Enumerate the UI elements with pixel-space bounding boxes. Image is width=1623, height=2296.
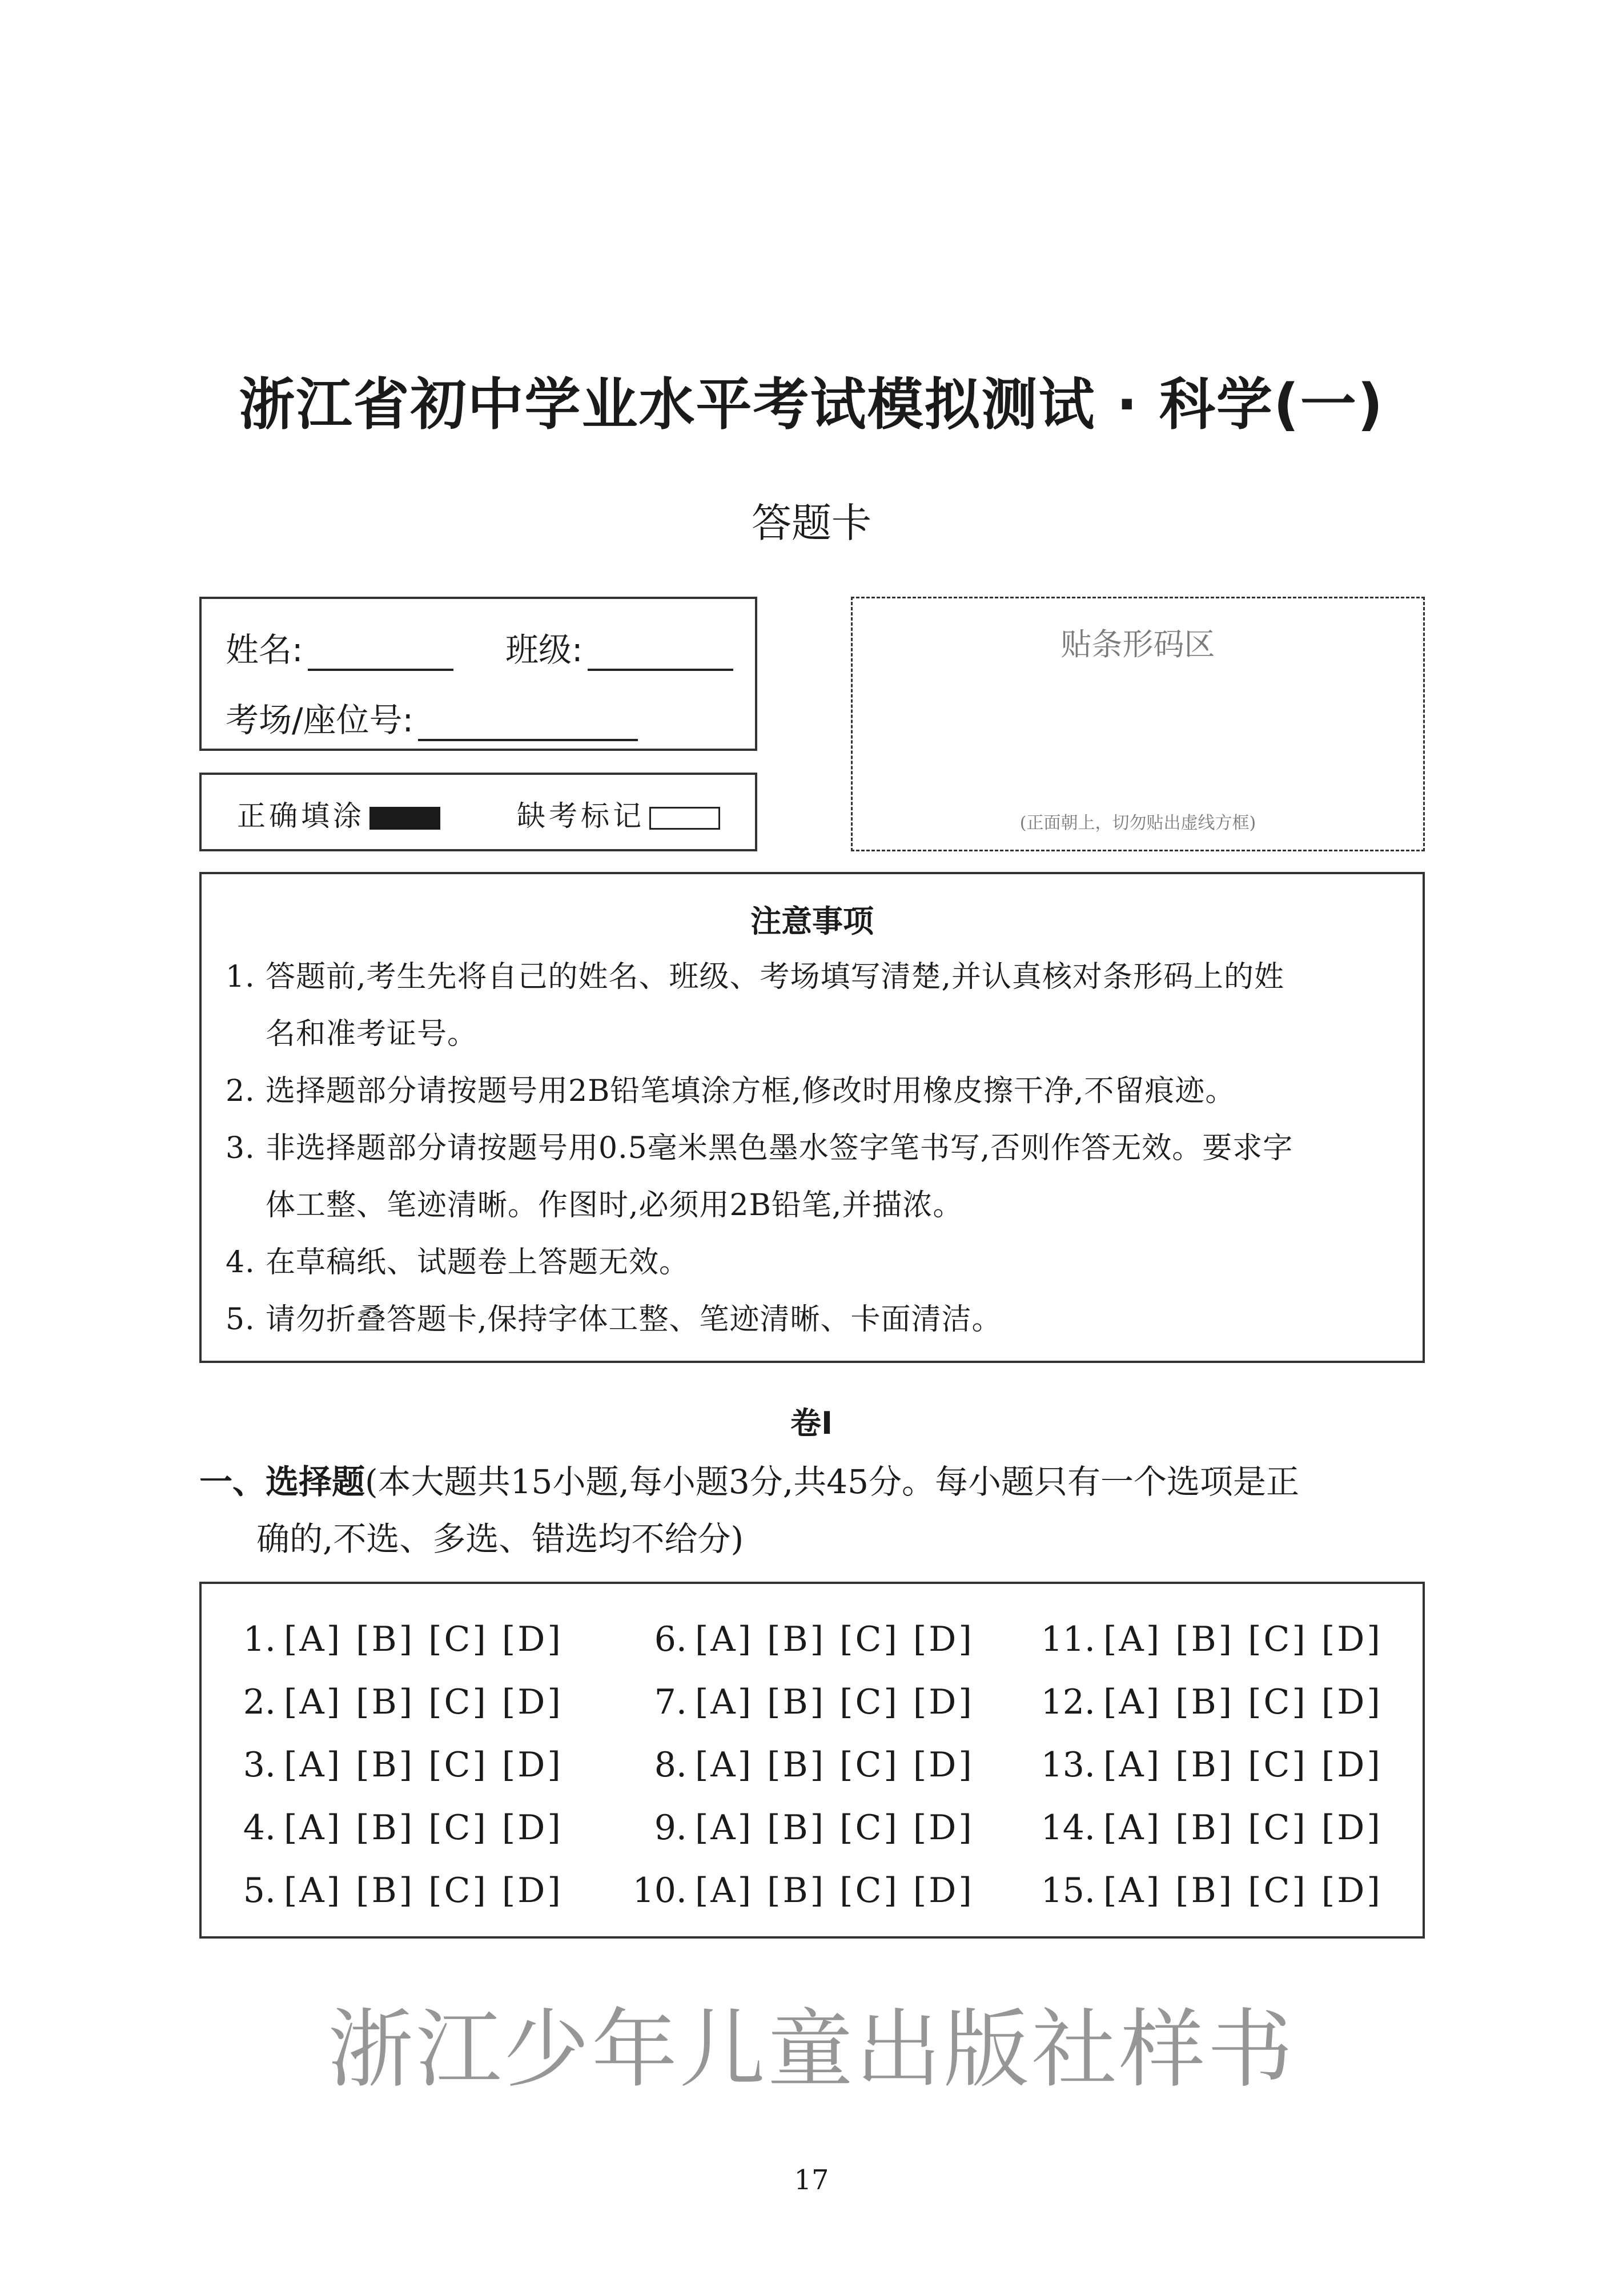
answer-bubble-d[interactable]: [D] <box>501 1682 563 1722</box>
answer-row <box>624 1734 988 1796</box>
class-label: 班级: <box>505 630 583 669</box>
answer-column <box>213 1608 577 1922</box>
answer-bubble-d[interactable]: [D] <box>501 1808 563 1848</box>
seat-label: 考场/座位号: <box>226 701 414 739</box>
question-number: 2. <box>243 1682 276 1722</box>
answer-bubble-c[interactable]: [C] <box>428 1619 488 1659</box>
notice-item <box>226 1234 1402 1291</box>
answer-bubble-a[interactable]: [A] <box>1103 1745 1162 1785</box>
answer-row <box>624 1608 988 1671</box>
answer-row <box>213 1671 577 1734</box>
answer-bubble-c[interactable]: [C] <box>428 1871 488 1911</box>
answer-bubble-a[interactable]: [A] <box>284 1871 343 1911</box>
answer-row <box>624 1671 988 1734</box>
answer-row <box>1033 1608 1396 1671</box>
answer-bubble-b[interactable]: [B] <box>356 1745 415 1785</box>
absent-mark-label: 缺考标记 <box>517 799 645 833</box>
question-number: 5. <box>243 1871 276 1911</box>
question-number: 13. <box>1041 1745 1095 1785</box>
notice-number: 2. <box>226 1074 255 1108</box>
answer-bubble-b[interactable]: [B] <box>767 1682 826 1722</box>
answer-bubble-a[interactable]: [A] <box>695 1682 754 1722</box>
answer-row <box>1033 1734 1396 1796</box>
answer-bubble-a[interactable]: [A] <box>284 1745 343 1785</box>
answer-bubble-b[interactable]: [B] <box>1175 1808 1235 1848</box>
notice-item <box>226 1120 1402 1234</box>
notice-item <box>226 948 1402 1063</box>
question-instructions-continued: 确的,不选、多选、错选均不给分) <box>256 1519 744 1558</box>
answer-bubble-d[interactable]: [D] <box>913 1745 974 1785</box>
question-number: 12. <box>1041 1682 1095 1722</box>
answer-column <box>624 1608 988 1922</box>
answer-bubble-c[interactable]: [C] <box>1248 1682 1308 1722</box>
answer-bubble-a[interactable]: [A] <box>284 1682 343 1722</box>
answer-bubble-b[interactable]: [B] <box>767 1619 826 1659</box>
answer-bubble-c[interactable]: [C] <box>1248 1808 1308 1848</box>
answer-row <box>624 1796 988 1859</box>
answer-bubble-b[interactable]: [B] <box>767 1745 826 1785</box>
notice-item <box>226 1063 1402 1120</box>
notice-text-continued: 名和准考证号。 <box>266 1017 478 1051</box>
section-title: 卷Ⅰ <box>790 1405 833 1441</box>
answer-row <box>213 1796 577 1859</box>
notice-number: 4. <box>226 1245 255 1280</box>
answer-row <box>213 1859 577 1922</box>
answer-bubble-c[interactable]: [C] <box>428 1808 488 1848</box>
answer-bubble-a[interactable]: [A] <box>695 1871 754 1911</box>
answer-bubble-d[interactable]: [D] <box>1321 1619 1383 1659</box>
answer-bubble-c[interactable]: [C] <box>839 1619 899 1659</box>
answer-bubble-a[interactable]: [A] <box>284 1808 343 1848</box>
answer-row <box>1033 1796 1396 1859</box>
answer-bubble-d[interactable]: [D] <box>913 1682 974 1722</box>
notice-number: 3. <box>226 1131 255 1165</box>
notice-text: 选择题部分请按题号用2B铅笔填涂方框,修改时用橡皮擦干净,不留痕迹。 <box>266 1074 1236 1108</box>
question-number: 8. <box>654 1745 687 1785</box>
answer-bubble-c[interactable]: [C] <box>1248 1871 1308 1911</box>
notice-box <box>199 872 1425 1363</box>
answer-bubble-b[interactable]: [B] <box>1175 1682 1235 1722</box>
answer-bubble-a[interactable]: [A] <box>695 1619 754 1659</box>
page-subtitle: 答题卡 <box>752 500 871 546</box>
question-type-label: 一、选择题 <box>199 1462 365 1501</box>
answer-bubble-c[interactable]: [C] <box>1248 1745 1308 1785</box>
answer-bubble-d[interactable]: [D] <box>501 1619 563 1659</box>
answer-bubble-d[interactable]: [D] <box>1321 1745 1383 1785</box>
answer-bubble-a[interactable]: [A] <box>1103 1871 1162 1911</box>
answer-bubble-d[interactable]: [D] <box>1321 1871 1383 1911</box>
question-number: 11. <box>1041 1619 1095 1659</box>
answer-bubble-c[interactable]: [C] <box>1248 1619 1308 1659</box>
seat-input-line[interactable] <box>418 708 638 741</box>
answer-bubble-d[interactable]: [D] <box>501 1871 563 1911</box>
absent-mark-legend <box>517 793 720 834</box>
answer-bubble-d[interactable]: [D] <box>913 1871 974 1911</box>
answer-bubble-b[interactable]: [B] <box>356 1871 415 1911</box>
answer-bubble-d[interactable]: [D] <box>1321 1808 1383 1848</box>
notice-text: 答题前,考生先将自己的姓名、班级、考场填写清楚,并认真核对条形码上的姓 <box>266 960 1285 994</box>
answer-bubble-c[interactable]: [C] <box>839 1745 899 1785</box>
student-info-box <box>199 597 757 751</box>
answer-bubble-d[interactable]: [D] <box>1321 1682 1383 1722</box>
notice-title: 注意事项 <box>750 903 874 939</box>
answer-bubble-c[interactable]: [C] <box>428 1682 488 1722</box>
name-field[interactable] <box>226 623 453 671</box>
barcode-title: 贴条形码区 <box>1060 626 1215 662</box>
answer-bubble-c[interactable]: [C] <box>839 1682 899 1722</box>
answer-bubble-d[interactable]: [D] <box>501 1745 563 1785</box>
answer-row <box>624 1859 988 1922</box>
answer-bubble-c[interactable]: [C] <box>428 1745 488 1785</box>
page-title: 浙江省初中学业水平考试模拟测试 · 科学(一) <box>239 372 1384 437</box>
barcode-area <box>851 597 1425 851</box>
correct-fill-legend <box>237 793 440 834</box>
answer-bubble-b[interactable]: [B] <box>767 1871 826 1911</box>
class-input-line[interactable] <box>588 638 733 671</box>
correct-fill-label: 正确填涂 <box>237 799 365 833</box>
answer-bubble-b[interactable]: [B] <box>1175 1745 1235 1785</box>
answer-row <box>213 1734 577 1796</box>
notice-text-continued: 体工整、笔迹清晰。作图时,必须用2B铅笔,并描浓。 <box>266 1188 963 1223</box>
answer-bubble-a[interactable]: [A] <box>695 1745 754 1785</box>
question-number: 3. <box>243 1745 276 1785</box>
notice-number: 1. <box>226 960 255 994</box>
answer-bubble-c[interactable]: [C] <box>839 1808 899 1848</box>
question-instructions: (本大题共15小题,每小题3分,共45分。每小题只有一个选项是正 <box>365 1462 1300 1501</box>
answer-bubble-a[interactable]: [A] <box>1103 1682 1162 1722</box>
answer-bubble-b[interactable]: [B] <box>356 1619 415 1659</box>
question-number: 15. <box>1041 1871 1095 1911</box>
answer-grid <box>199 1582 1425 1939</box>
sample-watermark: 浙江少年儿童出版社样书 <box>327 2000 1295 2100</box>
answer-bubble-d[interactable]: [D] <box>913 1619 974 1659</box>
notice-number: 5. <box>226 1302 255 1337</box>
page-number: 17 <box>794 2164 829 2196</box>
question-number: 4. <box>243 1808 276 1848</box>
answer-bubble-b[interactable]: [B] <box>356 1808 415 1848</box>
question-header <box>199 1453 1433 1567</box>
fill-legend-box <box>199 773 757 851</box>
question-number: 6. <box>654 1619 687 1659</box>
question-number: 7. <box>654 1682 687 1722</box>
answer-row <box>213 1608 577 1671</box>
answer-bubble-d[interactable]: [D] <box>913 1808 974 1848</box>
name-input-line[interactable] <box>308 638 453 671</box>
answer-bubble-a[interactable]: [A] <box>284 1619 343 1659</box>
answer-bubble-a[interactable]: [A] <box>695 1808 754 1848</box>
question-number: 1. <box>243 1619 276 1659</box>
answer-bubble-b[interactable]: [B] <box>767 1808 826 1848</box>
answer-bubble-b[interactable]: [B] <box>1175 1619 1235 1659</box>
notice-text: 非选择题部分请按题号用0.5毫米黑色墨水签字笔书写,否则作答无效。要求字 <box>266 1131 1293 1165</box>
answer-row <box>1033 1671 1396 1734</box>
question-number: 14. <box>1041 1808 1095 1848</box>
answer-bubble-c[interactable]: [C] <box>839 1871 899 1911</box>
notice-text: 在草稿纸、试题卷上答题无效。 <box>266 1245 690 1280</box>
answer-bubble-b[interactable]: [B] <box>356 1682 415 1722</box>
answer-column <box>1033 1608 1396 1922</box>
answer-bubble-b[interactable]: [B] <box>1175 1871 1235 1911</box>
answer-row <box>1033 1859 1396 1922</box>
filled-box-icon <box>369 807 440 830</box>
question-number: 9. <box>654 1808 687 1848</box>
notice-item <box>226 1291 1402 1348</box>
absent-mark-checkbox[interactable] <box>649 807 720 830</box>
answer-bubble-a[interactable]: [A] <box>1103 1619 1162 1659</box>
question-number: 10. <box>632 1871 687 1911</box>
class-field[interactable] <box>505 623 733 671</box>
answer-bubble-a[interactable]: [A] <box>1103 1808 1162 1848</box>
name-label: 姓名: <box>226 630 303 669</box>
seat-field[interactable] <box>226 693 638 741</box>
notice-text: 请勿折叠答题卡,保持字体工整、笔迹清晰、卡面清洁。 <box>266 1302 1002 1337</box>
barcode-note: (正面朝上，切勿贴出虚线方框) <box>1019 813 1256 833</box>
